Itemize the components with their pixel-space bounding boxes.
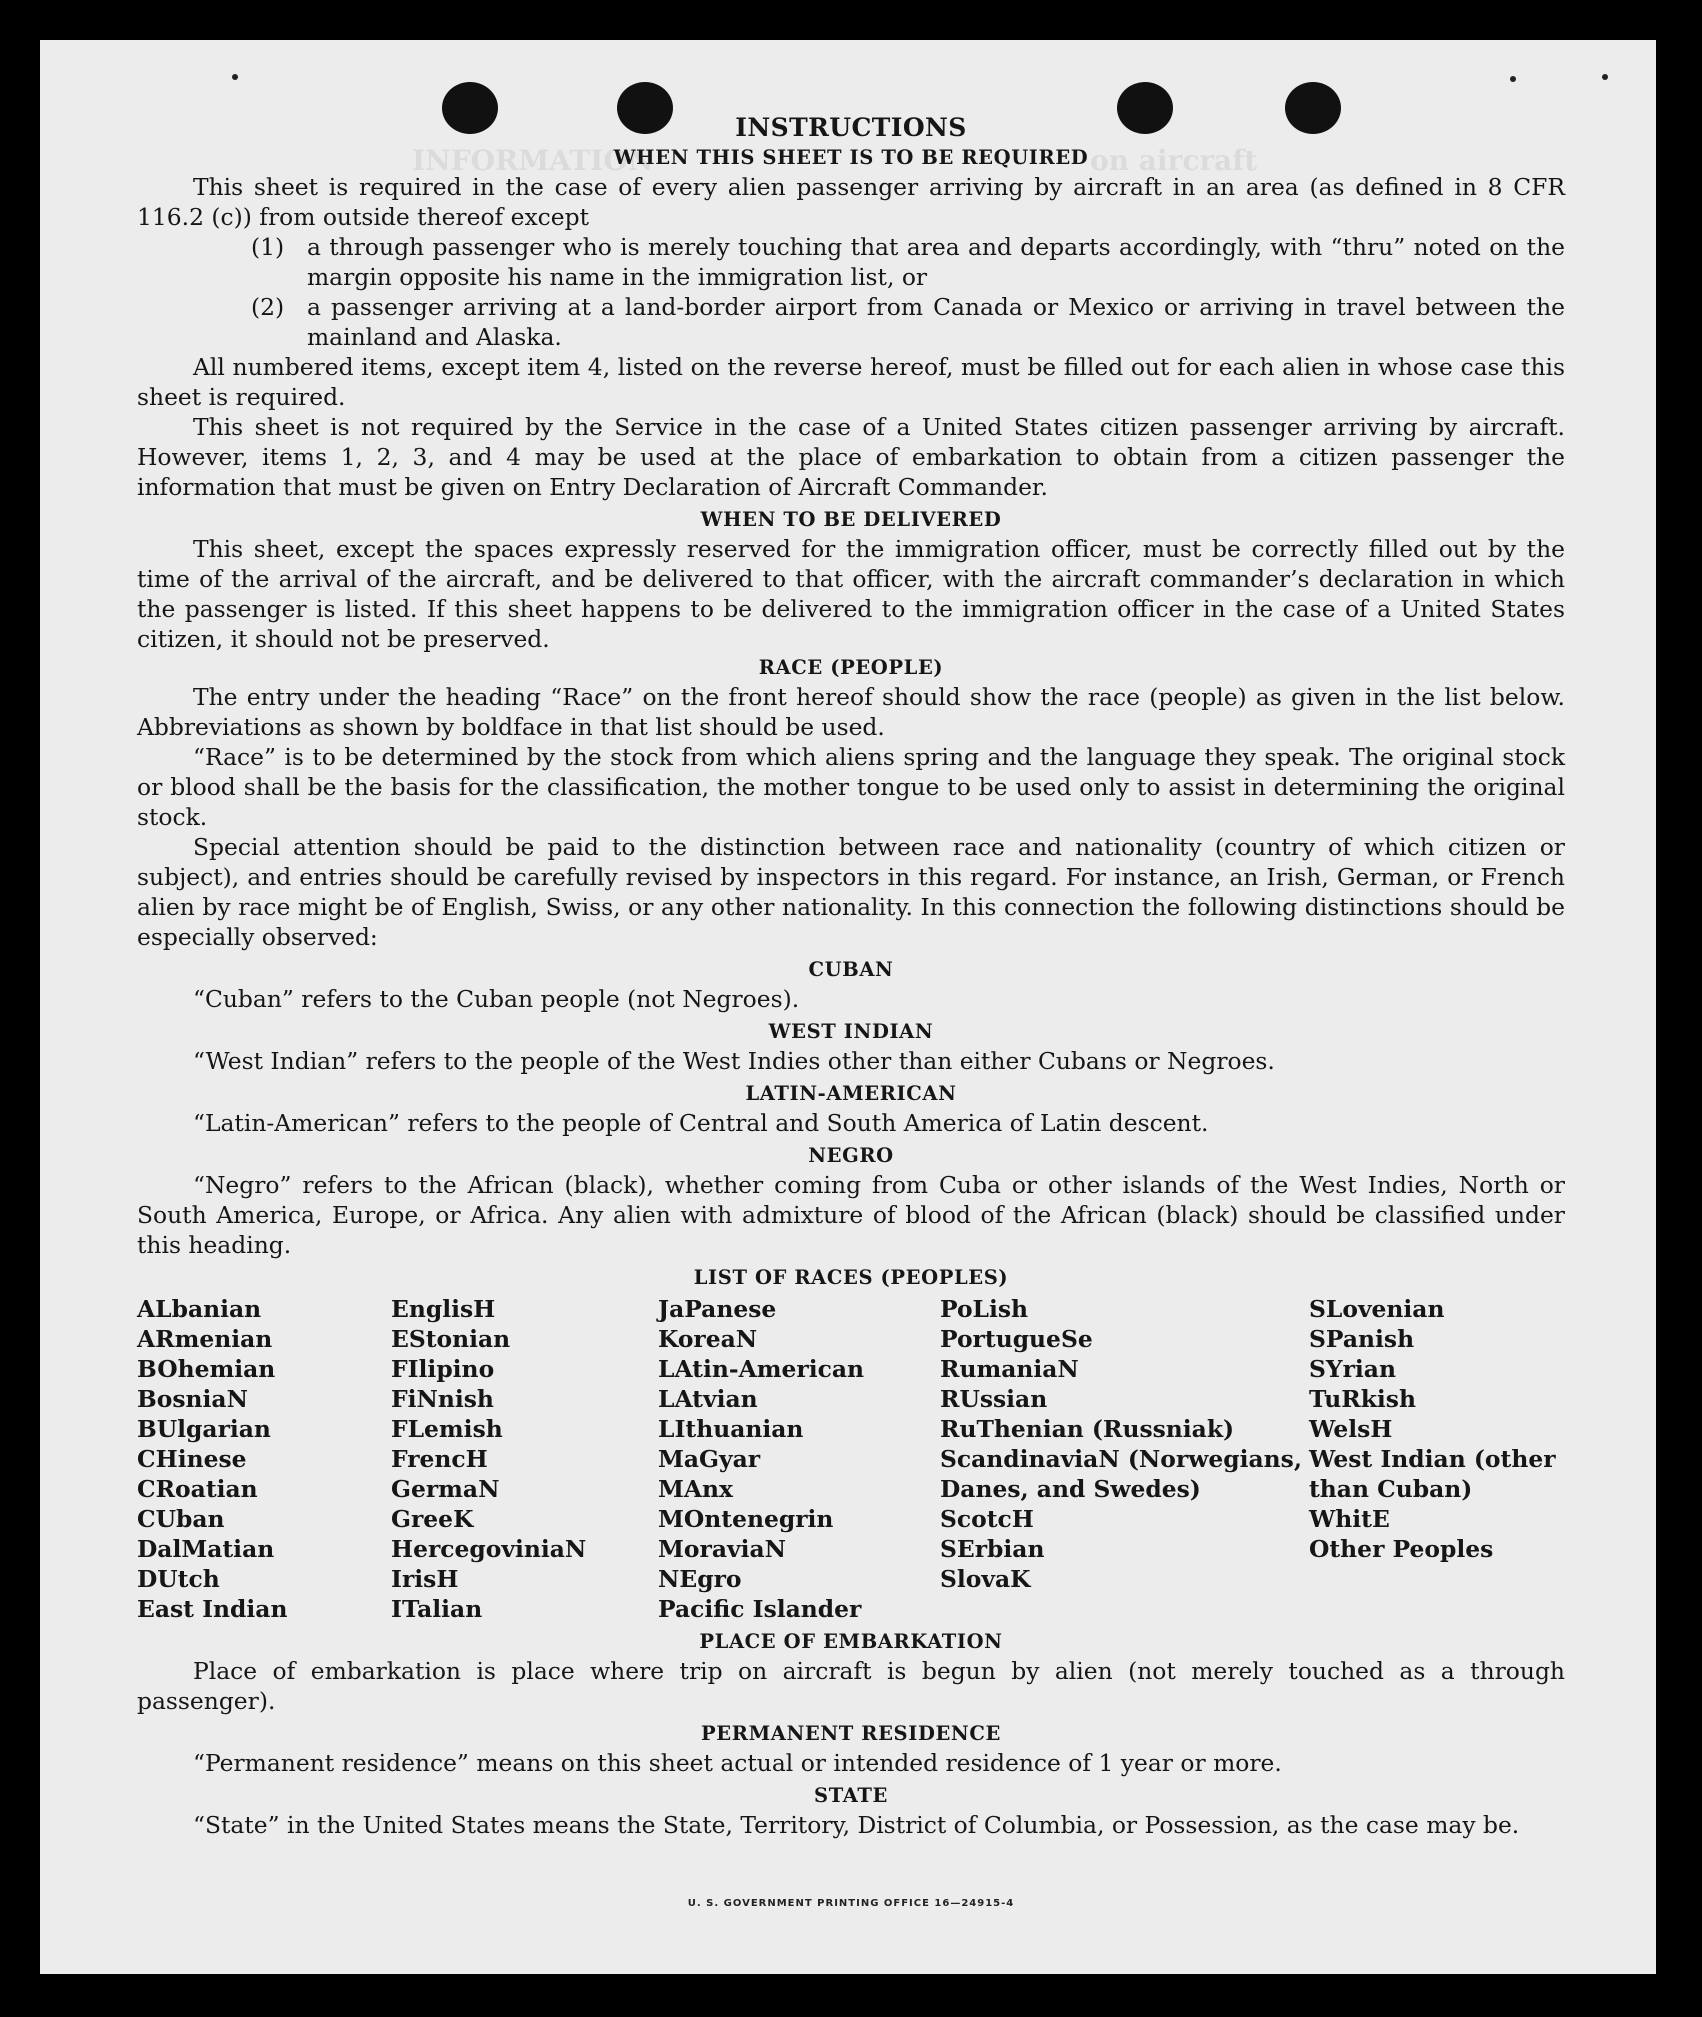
- race-entry: WhitE: [1309, 1505, 1390, 1533]
- race-entry: CHinese: [137, 1445, 247, 1473]
- item-number: (1): [251, 233, 285, 261]
- paragraph: “Cuban” refers to the Cuban people (not Negroes).: [193, 985, 800, 1013]
- race-column: [391, 1294, 658, 1624]
- race-entry: PoLish: [940, 1295, 1029, 1323]
- race-entry: LAtvian: [658, 1385, 758, 1413]
- race-entry: WelsH: [1309, 1415, 1393, 1443]
- race-entry: FIlipino: [391, 1355, 495, 1383]
- race-entry: PortugueSe: [940, 1325, 1093, 1353]
- race-entry: CRoatian: [137, 1475, 258, 1503]
- paragraph: “Latin-American” refers to the people of Central and South America of Latin descent.: [193, 1109, 1209, 1137]
- race-entry: SPanish: [1309, 1325, 1415, 1353]
- instructions-body: [137, 112, 1565, 1840]
- race-entry: RuThenian (Russniak): [940, 1415, 1235, 1443]
- paragraph: “Negro” refers to the African (black), whether coming from Cuba or other islands of the West Indies, North or South America, Europe, or Africa. Any alien with admixture of blood of the African (black) should be classified under this heading.: [137, 1171, 1565, 1259]
- race-entry: ITalian: [391, 1595, 483, 1623]
- race-entry: FiNnish: [391, 1385, 494, 1413]
- race-entry: CUban: [137, 1505, 225, 1533]
- race-entry: East Indian: [137, 1595, 288, 1623]
- race-entry: RumaniaN: [940, 1355, 1079, 1383]
- list-item: [251, 292, 1565, 352]
- race-entry: NEgro: [658, 1565, 742, 1593]
- race-entry: FrencH: [391, 1445, 488, 1473]
- paragraph: This sheet is required in the case of every alien passenger arriving by aircraft in an area (as defined in 8 CFR 116.2 (c)) from outside thereof except: [137, 173, 1565, 231]
- race-list: [137, 1294, 1565, 1624]
- race-entry: ALbanian: [137, 1295, 262, 1323]
- race-entry: EnglisH: [391, 1295, 496, 1323]
- list-item: [251, 232, 1565, 292]
- section-heading: NEGRO: [808, 1144, 894, 1167]
- specks: [1602, 74, 1608, 80]
- race-entry: MoraviaN: [658, 1535, 786, 1563]
- race-entry: EStonian: [391, 1325, 511, 1353]
- race-entry: SlovaK: [940, 1565, 1031, 1593]
- paragraph: The entry under the heading “Race” on the front hereof should show the race (people) as given in the list below. Abbreviations as shown by boldface in that list should be used.: [137, 683, 1565, 741]
- section-heading: WHEN TO BE DELIVERED: [700, 508, 1002, 531]
- race-entry: HercegoviniaN: [391, 1535, 587, 1563]
- race-entry: ScotcH: [940, 1505, 1034, 1533]
- race-entry: LAtin-American: [658, 1355, 864, 1383]
- paragraph: “Race” is to be determined by the stock from which aliens spring and the language they speak. The original stock or blood shall be the basis for the classification, the mother tongue to be used only to assist in determining the original stock.: [137, 743, 1565, 831]
- race-entry: BUlgarian: [137, 1415, 271, 1443]
- paragraph: “West Indian” refers to the people of the West Indies other than either Cubans or Negroes.: [193, 1047, 1275, 1075]
- paragraph: “Permanent residence” means on this sheet actual or intended residence of 1 year or more.: [193, 1749, 1282, 1777]
- race-entry: KoreaN: [658, 1325, 758, 1353]
- printer-imprint: U. S. GOVERNMENT PRINTING OFFICE 16—24915-4: [687, 1898, 1015, 1909]
- paragraph: This sheet, except the spaces expressly reserved for the immigration officer, must be correctly filled out by the time of the arrival of the aircraft, and be delivered to that officer, with the aircraft commander’s declaration in which the passenger is listed. If this sheet happens to be delivered to the immigration officer in the case of a United States citizen, it should not be preserved.: [137, 535, 1565, 653]
- race-entry: TuRkish: [1309, 1385, 1416, 1413]
- race-entry: RUssian: [940, 1385, 1048, 1413]
- paragraph: All numbered items, except item 4, listed on the reverse hereof, must be filled out for each alien in whose case this sheet is required.: [137, 353, 1565, 411]
- page-title: INSTRUCTIONS: [735, 113, 967, 142]
- paragraph: Special attention should be paid to the distinction between race and nationality (country of which citizen or subject), and entries should be carefully revised by inspectors in this regard. For instance, an Irish, German, or French alien by race might be of English, Swiss, or any other nationality. In this connection the following distinctions should be especially observed:: [137, 833, 1565, 951]
- section-heading: LATIN-AMERICAN: [745, 1082, 957, 1105]
- section-heading: WHEN THIS SHEET IS TO BE REQUIRED: [613, 146, 1089, 169]
- specks: [1510, 76, 1516, 82]
- race-entry: ARmenian: [137, 1325, 273, 1353]
- bleed-through-text: INFORMATION: [412, 144, 654, 177]
- race-entry: SLovenian: [1309, 1295, 1445, 1323]
- race-entry: FLemish: [391, 1415, 503, 1443]
- paragraph: Place of embarkation is place where trip on aircraft is begun by alien (not merely touched as a through passenger).: [137, 1657, 1565, 1715]
- item-text: a through passenger who is merely touching that area and departs accordingly, with “thru” noted on the margin opposite his name in the immigration list, or: [307, 233, 1565, 291]
- section-heading: CUBAN: [808, 958, 894, 981]
- race-column: [658, 1294, 940, 1624]
- race-entry: GreeK: [391, 1505, 474, 1533]
- race-entry: West Indian (other than Cuban): [1309, 1445, 1556, 1503]
- race-entry: Other Peoples: [1309, 1535, 1494, 1563]
- race-entry: GermaN: [391, 1475, 500, 1503]
- race-entry: MAnx: [658, 1475, 733, 1503]
- race-entry: Pacific Islander: [658, 1595, 862, 1623]
- section-heading: LIST OF RACES (PEOPLES): [693, 1266, 1009, 1289]
- race-entry: SYrian: [1309, 1355, 1396, 1383]
- race-entry: LIthuanian: [658, 1415, 804, 1443]
- paragraph: “State” in the United States means the State, Territory, District of Columbia, or Possession, as the case may be.: [193, 1811, 1520, 1839]
- section-heading: WEST INDIAN: [768, 1020, 934, 1043]
- race-entry: MOntenegrin: [658, 1505, 834, 1533]
- race-entry: BosniaN: [137, 1385, 248, 1413]
- section-heading: PLACE OF EMBARKATION: [699, 1630, 1003, 1653]
- specks: [232, 74, 238, 80]
- race-entry: ScandinaviaN (Norwegians, Danes, and Swedes): [940, 1445, 1302, 1503]
- section-heading: STATE: [814, 1784, 888, 1807]
- race-column: [1309, 1294, 1565, 1624]
- item-number: (2): [251, 293, 285, 321]
- paragraph: This sheet is not required by the Service in the case of a United States citizen passenger arriving by aircraft. However, items 1, 2, 3, and 4 may be used at the place of embarkation to obtain from a citizen passenger the information that must be given on Entry Declaration of Aircraft Commander.: [137, 413, 1565, 501]
- race-entry: IrisH: [391, 1565, 459, 1593]
- race-entry: MaGyar: [658, 1445, 761, 1473]
- race-column: [137, 1294, 391, 1624]
- race-entry: DUtch: [137, 1565, 220, 1593]
- race-entry: DalMatian: [137, 1535, 275, 1563]
- bleed-through-text: on aircraft: [1090, 144, 1258, 177]
- race-entry: BOhemian: [137, 1355, 276, 1383]
- item-text: a passenger arriving at a land-border airport from Canada or Mexico or arriving in travel between the mainland and Alaska.: [307, 293, 1565, 351]
- race-entry: JaPanese: [658, 1295, 777, 1323]
- section-heading: RACE (PEOPLE): [758, 656, 944, 679]
- race-column: [940, 1294, 1309, 1624]
- race-entry: SErbian: [940, 1535, 1045, 1563]
- section-heading: PERMANENT RESIDENCE: [701, 1722, 1001, 1745]
